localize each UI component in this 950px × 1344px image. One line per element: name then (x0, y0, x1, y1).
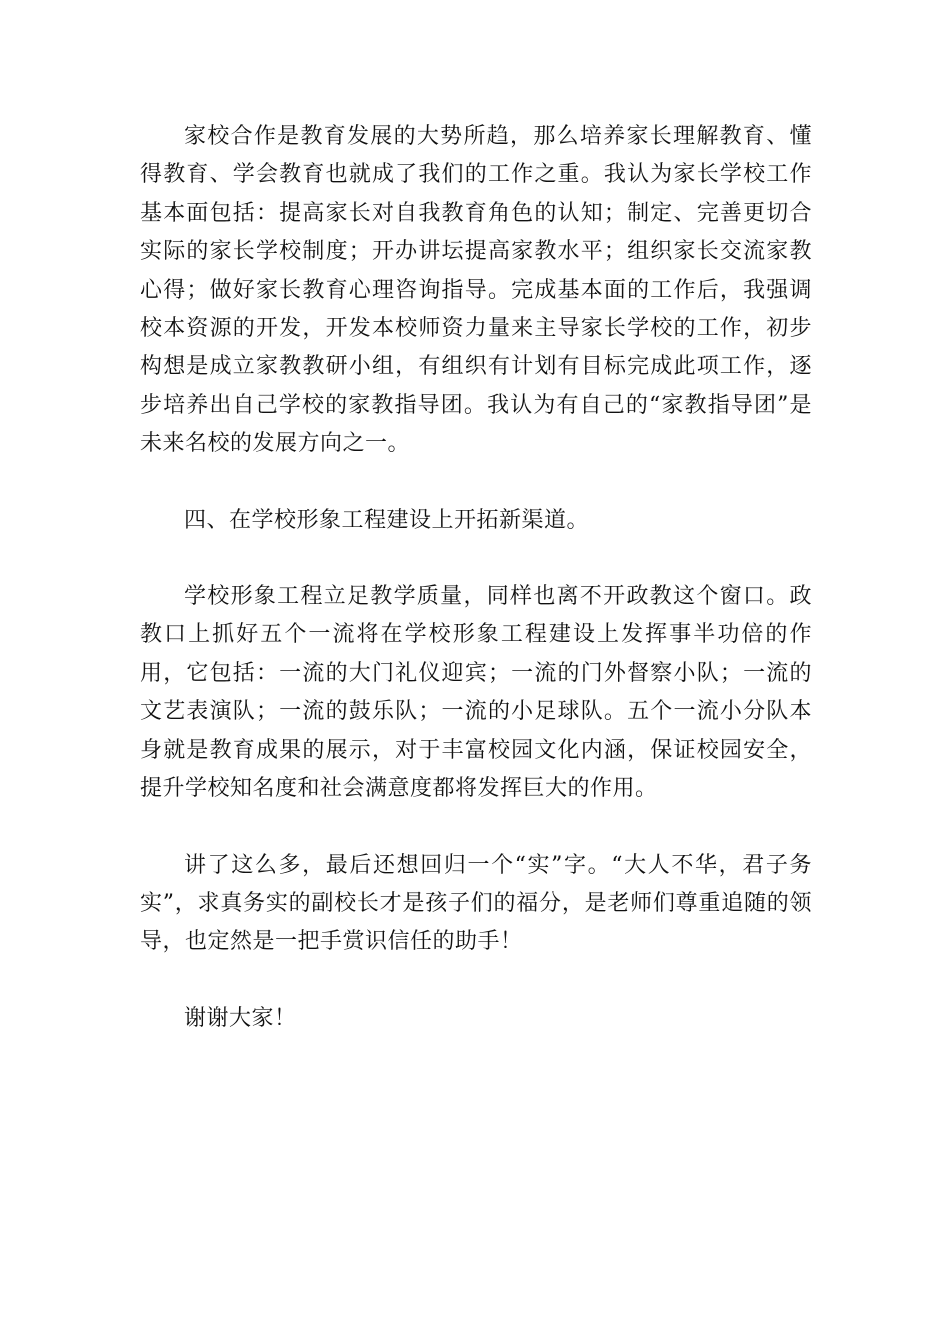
document-page (140, 118, 812, 1038)
closing-thanks: 谢谢大家！ (184, 1005, 297, 1031)
paragraph-spacer (140, 962, 812, 1000)
paragraph-spacer (140, 540, 812, 578)
paragraph-school-image: 学校形象工程立足教学质量，同样也离不开政教这个窗口。政教口上抓好五个一流将在学校形象工程建设上发挥事半功倍的作用，它包括：一流的大门礼仪迎宾；一流的门外督察小队；一流的文艺表演队；一流的鼓乐队；一流的小足球队。五个一流小分队本身就是教育成果的展示，对于丰富校园文化内涵，保证校园安全，提升学校知名度和社会满意度都将发挥巨大的作用。 (140, 584, 812, 802)
paragraph-home-school-cooperation: 家校合作是教育发展的大势所趋，那么培养家长理解教育、懂得教育、学会教育也就成了我们的工作之重。我认为家长学校工作基本面包括：提高家长对自我教育角色的认知；制定、完善更切合实际的家长学校制度；开办讲坛提高家教水平；组织家长交流家教心得；做好家长教育心理咨询指导。完成基本面的工作后，我强调校本资源的开发，开发本校师资力量来主导家长学校的工作，初步构想是成立家教教研小组，有组织有计划有目标完成此项工作，逐步培养出自己学校的家教指导团。我认为有自己的“家教指导团”是未来名校的发展方向之一。 (140, 124, 812, 457)
paragraph-spacer (140, 464, 812, 502)
paragraph-conclusion: 讲了这么多，最后还想回归一个“实”字。“大人不华，君子务实”，求真务实的副校长才是孩子们的福分，是老师们尊重追随的领导，也定然是一把手赏识信任的助手！ (140, 852, 812, 955)
section-heading-four: 四、在学校形象工程建设上开拓新渠道。 (184, 507, 590, 533)
paragraph-spacer (140, 809, 812, 847)
